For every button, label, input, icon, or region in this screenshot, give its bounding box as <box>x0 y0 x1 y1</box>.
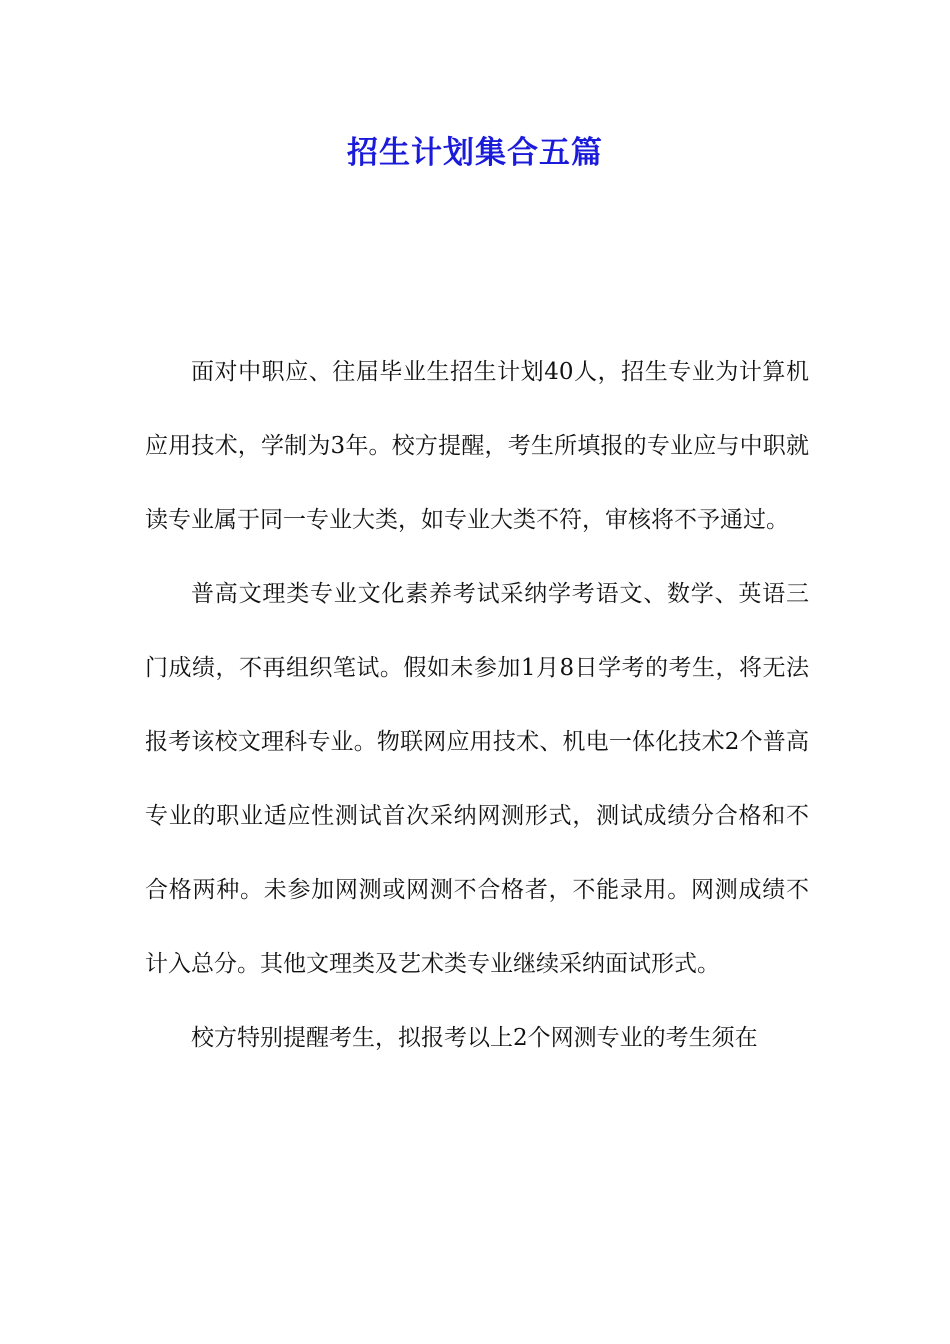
document-title: 招生计划集合五篇 <box>347 135 603 171</box>
document-body <box>145 335 809 1075</box>
paragraph-3: 校方特别提醒考生，拟报考以上2个网测专业的考生须在 <box>191 1025 758 1051</box>
paragraph-2: 普高文理类专业文化素养考试采纳学考语文、数学、英语三门成绩，不再组织笔试。假如未参加1月8日学考的考生，将无法报考该校文理科专业。物联网应用技术、机电一体化技术2个普高专业的职业适应性测试首次采纳网测形式，测试成绩分合格和不合格两种。未参加网测或网测不合格者，不能录用。网测成绩不计入总分。其他文理类及艺术类专业继续采纳面试形式。 <box>145 581 809 977</box>
paragraph-1: 面对中职应、往届毕业生招生计划40人，招生专业为计算机应用技术，学制为3年。校方提醒，考生所填报的专业应与中职就读专业属于同一专业大类，如专业大类不符，审核将不予通过。 <box>145 359 809 533</box>
